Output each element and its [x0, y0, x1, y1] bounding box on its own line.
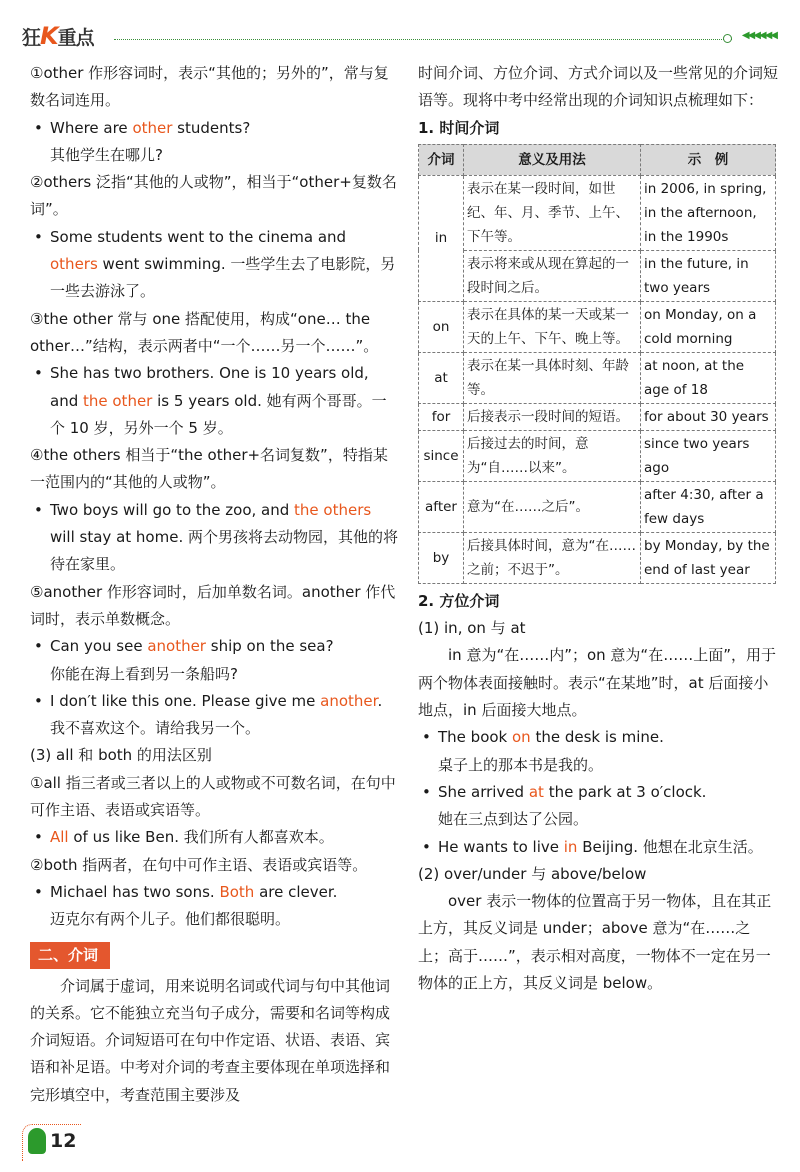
subheading: 1. 时间介词: [418, 118, 500, 137]
paragraph: in 意为“在……内”；on 意为“在……上面”，用于两个物体表面接触时。表示“在某地”时，at 后面接小地点，in 后面接大地点。: [418, 646, 776, 720]
example: • Michael has two sons. Both are clever.: [30, 879, 398, 906]
example: • Some students went to the cinema and others went swimming. 一些学生去了电影院，另一些去游泳了。: [30, 224, 398, 306]
meaning-cell: 表示在某一段时间，如世纪、年、月、季节、上午、下午等。: [464, 175, 641, 250]
page-number: 12: [50, 1130, 77, 1152]
paragraph: ②both 指两者，在句中可作主语、表语或宾语等。: [30, 855, 368, 874]
time-preposition-table: [418, 144, 776, 584]
translation: 我不喜欢这个。请给我另一个。: [50, 719, 261, 738]
lightbulb-icon: [28, 1128, 46, 1154]
meaning-cell: 表示在具体的某一天或某一天的上午、下午、晚上等。: [464, 301, 641, 352]
example-cell: in the future, in two years: [641, 250, 776, 301]
page-header: [22, 22, 782, 48]
table-row: [419, 532, 776, 583]
example: • I don′t like this one. Please give me another.: [30, 688, 398, 715]
section-title: 二、介词: [30, 942, 110, 969]
column-header: 介词: [419, 144, 464, 175]
example-cell: in 2006, in spring, in the afternoon, in the 1990s: [641, 175, 776, 250]
example-cell: at noon, at the age of 18: [641, 352, 776, 403]
column-header: 意义及用法: [464, 144, 641, 175]
example: • Can you see another ship on the sea?: [30, 633, 398, 660]
meaning-cell: 后接具体时间，意为“在……之前；不迟于”。: [464, 532, 641, 583]
paragraph: ⑤another 作形容词时，后加单数名词。another 作代词时，表示单数概念。: [30, 582, 396, 628]
meaning-cell: 后接表示一段时间的短语。: [464, 403, 641, 430]
translation: 其他学生在哪儿?: [50, 145, 163, 164]
brand-logo: 狂K重点: [22, 22, 94, 50]
right-column: [418, 60, 778, 997]
paragraph: ①other 作形容词时，表示“其他的；另外的”，常与复数名词连用。: [30, 64, 389, 110]
meaning-cell: 后接过去的时间，意为“自……以来”。: [464, 430, 641, 481]
example: • She arrived at the park at 3 o′clock.: [418, 779, 778, 806]
example-cell: on Monday, on a cold morning: [641, 301, 776, 352]
paragraph: ①all 指三者或三者以上的人或物或不可数名词，在句中可作主语、表语或宾语等。: [30, 773, 396, 820]
table-row: [419, 175, 776, 250]
paragraph: ③the other 常与 one 搭配使用，构成“one… the other…”结构，表示两者中“一个……另一个……”。: [30, 309, 379, 355]
table-row: [419, 403, 776, 430]
translation: 桌子上的那本书是我的。: [438, 755, 604, 774]
preposition-cell: at: [419, 352, 464, 403]
subheading: 2. 方位介词: [418, 591, 500, 610]
example: • He wants to live in Beijing. 他想在北京生活。: [418, 834, 778, 861]
header-arrows-icon: ◀◀◀◀◀◀: [741, 30, 776, 41]
translation: 迈克尔有两个儿子。他们都很聪明。: [50, 910, 291, 929]
subheading: (3) all 和 both 的用法区别: [30, 746, 212, 765]
table-row: [419, 430, 776, 481]
example: • She has two brothers. One is 10 years old, and the other is 5 years old. 她有两个哥哥。一个 10 岁，另外一个 5 岁。: [30, 360, 398, 442]
example: • The book on the desk is mine.: [418, 724, 778, 751]
meaning-cell: 意为“在……之后”。: [464, 481, 641, 532]
preposition-cell: in: [419, 175, 464, 301]
subheading: (1) in, on 与 at: [418, 619, 526, 638]
translation: 你能在海上看到另一条船吗?: [50, 664, 238, 683]
example-cell: since two years ago: [641, 430, 776, 481]
table-row: [419, 301, 776, 352]
example: • Two boys will go to the zoo, and the others will stay at home. 两个男孩将去动物园，其他的将待在家里。: [30, 497, 398, 579]
table-row: [419, 352, 776, 403]
meaning-cell: 表示在某一具体时刻、年龄等。: [464, 352, 641, 403]
column-header: 示 例: [641, 144, 776, 175]
paragraph: ④the others 相当于“the other+名词复数”，特指某一范围内的“其他的人或物”。: [30, 446, 388, 492]
left-column: [30, 60, 398, 1109]
translation: 她在三点到达了公园。: [438, 810, 589, 829]
preposition-cell: for: [419, 403, 464, 430]
example: • Where are other students?: [30, 115, 398, 142]
header-divider: [114, 39, 732, 40]
header-circle: [723, 34, 732, 43]
table-row: [419, 481, 776, 532]
preposition-cell: by: [419, 532, 464, 583]
paragraph: 介词属于虚词，用来说明名词或代词与句中其他词的关系。它不能独立充当句子成分，需要和名词等构成介词短语。介词短语可在句中作定语、状语、表语、宾语和补足语。中考对介词的考查主要体现在单项选择和完形填空中，考查范围主要涉及: [30, 976, 391, 1104]
example: • All of us like Ben. 我们所有人都喜欢本。: [30, 824, 398, 851]
paragraph: ②others 泛指“其他的人或物”，相当于“other+复数名词”。: [30, 173, 397, 219]
preposition-cell: since: [419, 430, 464, 481]
paragraph: 时间介词、方位介词、方式介词以及一些常见的介词短语等。现将中考中经常出现的介词知识点梳理如下：: [418, 64, 779, 110]
example-cell: by Monday, by the end of last year: [641, 532, 776, 583]
meaning-cell: 表示将来或从现在算起的一段时间之后。: [464, 250, 641, 301]
table-row: [419, 250, 776, 301]
preposition-cell: after: [419, 481, 464, 532]
example-cell: for about 30 years: [641, 403, 776, 430]
preposition-cell: on: [419, 301, 464, 352]
subheading: (2) over/under 与 above/below: [418, 864, 647, 883]
paragraph: over 表示一物体的位置高于另一物体，且在其正上方，其反义词是 under；above 意为“在……之上；高于……”，表示相对高度，一物体不一定在另一物体的正上方，其反义词是 below。: [418, 892, 772, 993]
example-cell: after 4:30, after a few days: [641, 481, 776, 532]
